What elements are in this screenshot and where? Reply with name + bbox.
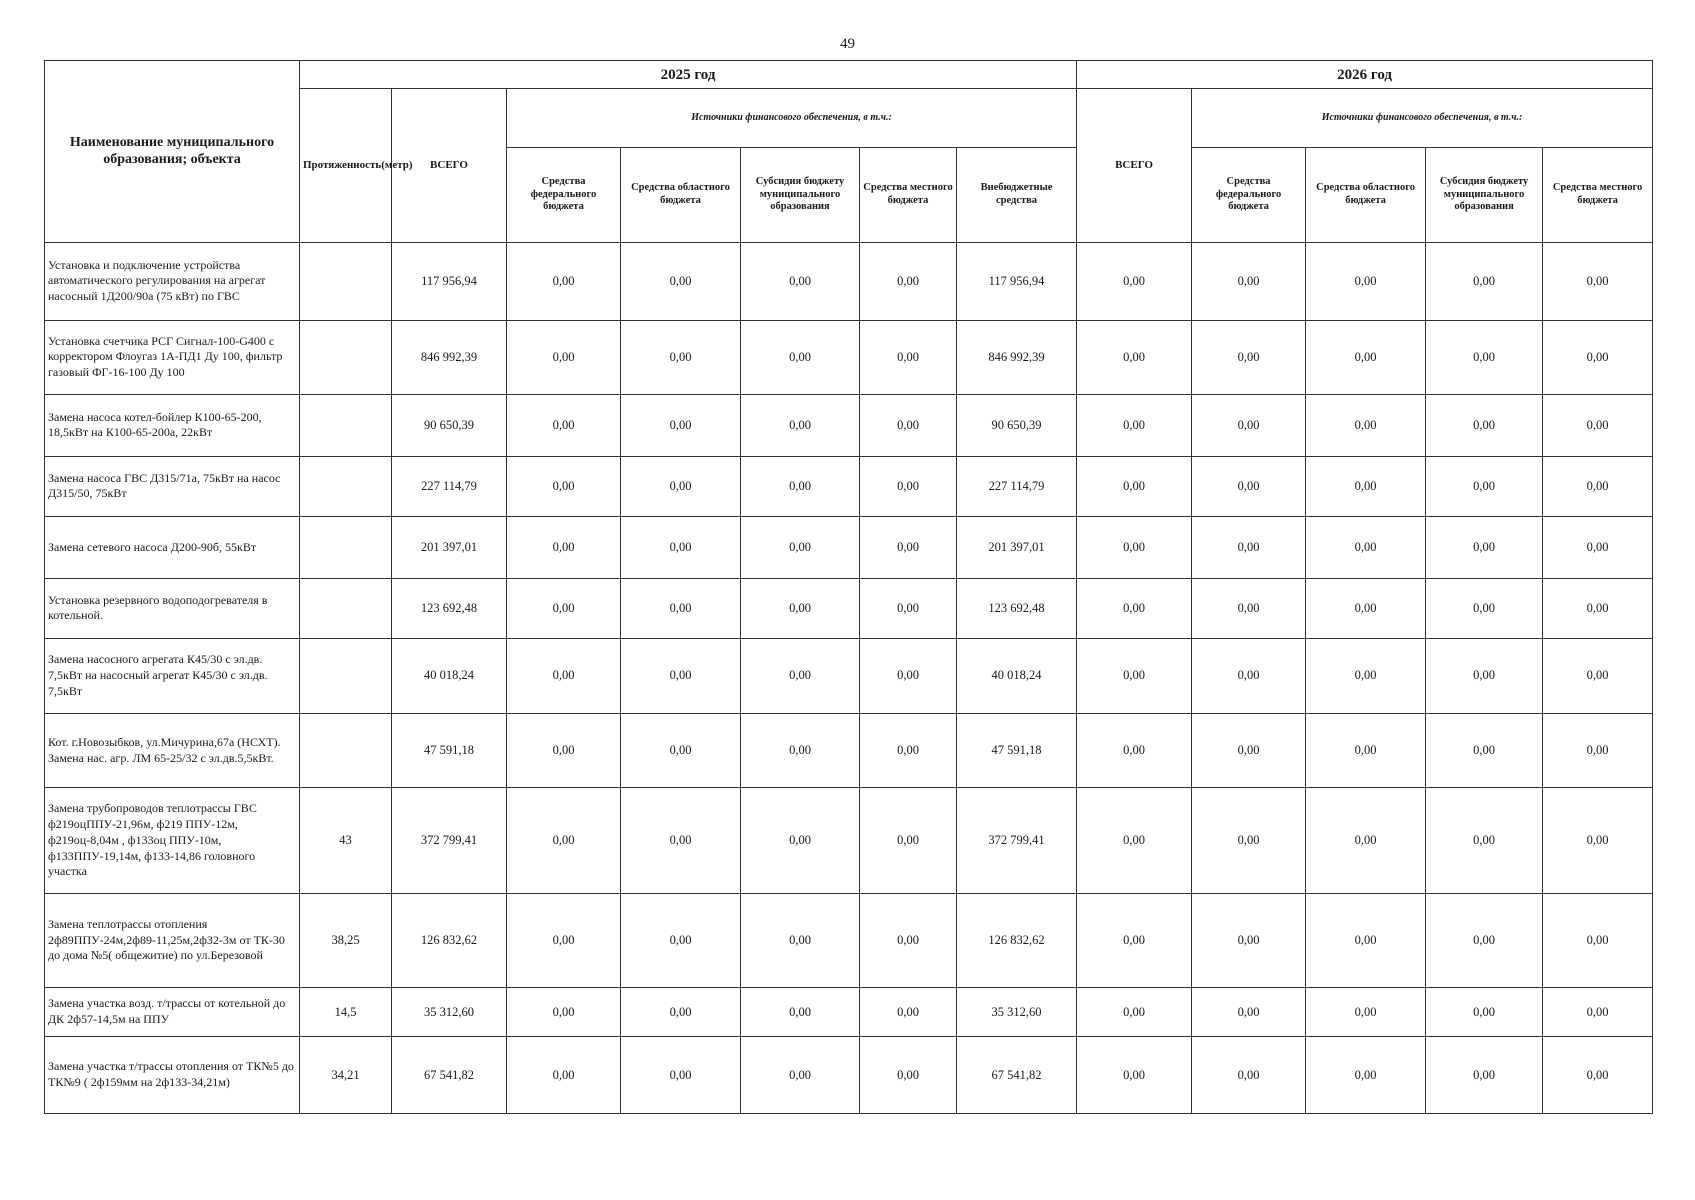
table-row bbox=[45, 788, 1653, 894]
value-cell: 0,00 bbox=[1077, 517, 1192, 578]
value-cell: 0,00 bbox=[860, 320, 957, 395]
header-source-regional-2026: Средства областного бюджета bbox=[1306, 148, 1426, 243]
header-sources-2025: Источники финансового обеспечения, в т.ч.: bbox=[507, 89, 1077, 148]
object-name: Замена трубопроводов теплотрассы ГВС ф219оцППУ-21,96м, ф219 ППУ-12м, ф219оц-8,04м , ф133оц ППУ-10м, ф133ППУ-19,14м, ф133-14,86 головного участка bbox=[45, 788, 300, 894]
value-cell: 126 832,62 bbox=[392, 894, 507, 988]
value-cell: 40 018,24 bbox=[392, 639, 507, 714]
table-row bbox=[45, 578, 1653, 638]
value-cell: 201 397,01 bbox=[957, 517, 1077, 578]
page-number: 49 bbox=[840, 36, 855, 52]
value-cell: 0,00 bbox=[507, 517, 621, 578]
value-cell: 0,00 bbox=[1426, 456, 1543, 516]
value-cell: 0,00 bbox=[860, 788, 957, 894]
value-cell: 0,00 bbox=[741, 987, 860, 1036]
length-cell: 43 bbox=[300, 788, 392, 894]
value-cell: 0,00 bbox=[741, 578, 860, 638]
value-cell: 0,00 bbox=[507, 243, 621, 321]
value-cell: 0,00 bbox=[1543, 639, 1653, 714]
value-cell: 0,00 bbox=[621, 517, 741, 578]
value-cell: 0,00 bbox=[507, 320, 621, 395]
value-cell: 47 591,18 bbox=[392, 713, 507, 788]
length-cell bbox=[300, 639, 392, 714]
header-source-local-2026: Средства местного бюджета bbox=[1543, 148, 1653, 243]
value-cell: 0,00 bbox=[1192, 578, 1306, 638]
object-name: Замена участка т/трассы отопления от ТК№5 до ТК№9 ( 2ф159мм на 2ф133-34,21м) bbox=[45, 1037, 300, 1114]
value-cell: 0,00 bbox=[1543, 713, 1653, 788]
value-cell: 0,00 bbox=[1077, 1037, 1192, 1114]
value-cell: 372 799,41 bbox=[957, 788, 1077, 894]
table-row bbox=[45, 1037, 1653, 1114]
value-cell: 123 692,48 bbox=[957, 578, 1077, 638]
value-cell: 0,00 bbox=[1077, 456, 1192, 516]
value-cell: 0,00 bbox=[1306, 243, 1426, 321]
table-row bbox=[45, 639, 1653, 714]
value-cell: 0,00 bbox=[621, 1037, 741, 1114]
value-cell: 0,00 bbox=[1543, 894, 1653, 988]
value-cell: 67 541,82 bbox=[392, 1037, 507, 1114]
value-cell: 0,00 bbox=[621, 894, 741, 988]
value-cell: 0,00 bbox=[1306, 578, 1426, 638]
value-cell: 0,00 bbox=[1077, 243, 1192, 321]
length-cell bbox=[300, 578, 392, 638]
value-cell: 0,00 bbox=[621, 987, 741, 1036]
length-cell: 14,5 bbox=[300, 987, 392, 1036]
value-cell: 0,00 bbox=[1543, 456, 1653, 516]
value-cell: 0,00 bbox=[1192, 517, 1306, 578]
value-cell: 0,00 bbox=[1077, 320, 1192, 395]
value-cell: 0,00 bbox=[1192, 894, 1306, 988]
value-cell: 201 397,01 bbox=[392, 517, 507, 578]
value-cell: 0,00 bbox=[507, 639, 621, 714]
value-cell: 0,00 bbox=[1543, 1037, 1653, 1114]
value-cell: 0,00 bbox=[1426, 578, 1543, 638]
value-cell: 35 312,60 bbox=[392, 987, 507, 1036]
value-cell: 90 650,39 bbox=[957, 395, 1077, 456]
header-year-2026: 2026 год bbox=[1077, 61, 1653, 89]
value-cell: 0,00 bbox=[1426, 788, 1543, 894]
object-name: Замена сетевого насоса Д200-90б, 55кВт bbox=[45, 517, 300, 578]
value-cell: 0,00 bbox=[507, 1037, 621, 1114]
table-row bbox=[45, 320, 1653, 395]
object-name: Установка счетчика РСГ Сигнал-100-G400 с корректором Флоугаз 1А-ПД1 Ду 100, фильтр газовый ФГ-16-100 Ду 100 bbox=[45, 320, 300, 395]
value-cell: 35 312,60 bbox=[957, 987, 1077, 1036]
object-name: Замена теплотрассы отопления 2ф89ППУ-24м,2ф89-11,25м,2ф32-3м от ТК-30 до дома №5( общежитие) по ул.Березовой bbox=[45, 894, 300, 988]
value-cell: 0,00 bbox=[621, 788, 741, 894]
value-cell: 0,00 bbox=[1077, 395, 1192, 456]
header-sources-2026: Источники финансового обеспечения, в т.ч.: bbox=[1192, 89, 1653, 148]
value-cell: 0,00 bbox=[1192, 788, 1306, 894]
value-cell: 0,00 bbox=[1306, 987, 1426, 1036]
value-cell: 0,00 bbox=[741, 395, 860, 456]
value-cell: 0,00 bbox=[860, 1037, 957, 1114]
length-cell bbox=[300, 713, 392, 788]
object-name: Замена насоса ГВС Д315/71а, 75кВт на насос Д315/50, 75кВт bbox=[45, 456, 300, 516]
value-cell: 0,00 bbox=[507, 788, 621, 894]
value-cell: 0,00 bbox=[860, 987, 957, 1036]
table-row bbox=[45, 894, 1653, 988]
value-cell: 0,00 bbox=[741, 456, 860, 516]
value-cell: 0,00 bbox=[1543, 987, 1653, 1036]
value-cell: 0,00 bbox=[741, 1037, 860, 1114]
length-cell bbox=[300, 243, 392, 321]
value-cell: 0,00 bbox=[621, 713, 741, 788]
value-cell: 0,00 bbox=[1306, 320, 1426, 395]
header-name: Наименование муниципального образования; объекта bbox=[45, 61, 300, 243]
header-total-2026: ВСЕГО bbox=[1077, 89, 1192, 243]
value-cell: 0,00 bbox=[741, 788, 860, 894]
value-cell: 0,00 bbox=[1077, 713, 1192, 788]
value-cell: 0,00 bbox=[1426, 1037, 1543, 1114]
value-cell: 0,00 bbox=[621, 320, 741, 395]
value-cell: 0,00 bbox=[1426, 243, 1543, 321]
header-year-2025: 2025 год bbox=[300, 61, 1077, 89]
value-cell: 0,00 bbox=[741, 639, 860, 714]
value-cell: 0,00 bbox=[741, 517, 860, 578]
value-cell: 0,00 bbox=[1192, 1037, 1306, 1114]
value-cell: 90 650,39 bbox=[392, 395, 507, 456]
value-cell: 0,00 bbox=[1192, 456, 1306, 516]
table-row bbox=[45, 456, 1653, 516]
value-cell: 0,00 bbox=[621, 639, 741, 714]
value-cell: 0,00 bbox=[1543, 243, 1653, 321]
value-cell: 0,00 bbox=[621, 395, 741, 456]
value-cell: 372 799,41 bbox=[392, 788, 507, 894]
value-cell: 0,00 bbox=[1306, 894, 1426, 988]
length-cell bbox=[300, 517, 392, 578]
value-cell: 0,00 bbox=[621, 456, 741, 516]
object-name: Замена участка возд. т/трассы от котельной до ДК 2ф57-14,5м на ППУ bbox=[45, 987, 300, 1036]
header-source-subsidy-2025: Субсидия бюджету муниципального образования bbox=[741, 148, 860, 243]
value-cell: 0,00 bbox=[621, 578, 741, 638]
value-cell: 0,00 bbox=[1426, 894, 1543, 988]
value-cell: 0,00 bbox=[1077, 639, 1192, 714]
value-cell: 0,00 bbox=[1306, 395, 1426, 456]
value-cell: 227 114,79 bbox=[957, 456, 1077, 516]
value-cell: 0,00 bbox=[1192, 243, 1306, 321]
length-cell: 34,21 bbox=[300, 1037, 392, 1114]
table-row bbox=[45, 713, 1653, 788]
value-cell: 0,00 bbox=[741, 320, 860, 395]
value-cell: 0,00 bbox=[507, 894, 621, 988]
object-name: Замена насосного агрегата К45/30 с эл.дв. 7,5кВт на насосный агрегат К45/30 с эл.дв. 7,5кВт bbox=[45, 639, 300, 714]
value-cell: 0,00 bbox=[860, 713, 957, 788]
object-name: Установка и подключение устройства автоматического регулирования на агрегат насосный 1Д200/90а (75 кВт) по ГВС bbox=[45, 243, 300, 321]
header-source-extrabudget-2025: Внебюджетные средства bbox=[957, 148, 1077, 243]
budget-table bbox=[44, 60, 1653, 1114]
value-cell: 0,00 bbox=[1306, 1037, 1426, 1114]
value-cell: 0,00 bbox=[1543, 395, 1653, 456]
table-row bbox=[45, 395, 1653, 456]
value-cell: 0,00 bbox=[741, 243, 860, 321]
table-row bbox=[45, 517, 1653, 578]
table-row bbox=[45, 243, 1653, 321]
value-cell: 117 956,94 bbox=[392, 243, 507, 321]
value-cell: 0,00 bbox=[1192, 713, 1306, 788]
value-cell: 0,00 bbox=[860, 639, 957, 714]
value-cell: 0,00 bbox=[1426, 713, 1543, 788]
value-cell: 846 992,39 bbox=[957, 320, 1077, 395]
value-cell: 0,00 bbox=[741, 713, 860, 788]
value-cell: 0,00 bbox=[1426, 987, 1543, 1036]
value-cell: 40 018,24 bbox=[957, 639, 1077, 714]
value-cell: 123 692,48 bbox=[392, 578, 507, 638]
value-cell: 0,00 bbox=[1192, 395, 1306, 456]
value-cell: 117 956,94 bbox=[957, 243, 1077, 321]
value-cell: 0,00 bbox=[1077, 578, 1192, 638]
length-cell: 38,25 bbox=[300, 894, 392, 988]
header-source-subsidy-2026: Субсидия бюджету муниципального образования bbox=[1426, 148, 1543, 243]
value-cell: 0,00 bbox=[1306, 788, 1426, 894]
value-cell: 0,00 bbox=[1543, 788, 1653, 894]
value-cell: 0,00 bbox=[1306, 639, 1426, 714]
value-cell: 0,00 bbox=[741, 894, 860, 988]
value-cell: 0,00 bbox=[1077, 788, 1192, 894]
value-cell: 0,00 bbox=[860, 243, 957, 321]
length-cell bbox=[300, 456, 392, 516]
header-total-2025: ВСЕГО bbox=[392, 89, 507, 243]
length-cell bbox=[300, 395, 392, 456]
table-row bbox=[45, 987, 1653, 1036]
object-name: Кот. г.Новозыбков, ул.Мичурина,67а (НСХТ). Замена нас. агр. ЛМ 65-25/32 с эл.дв.5,5кВт. bbox=[45, 713, 300, 788]
value-cell: 0,00 bbox=[507, 713, 621, 788]
value-cell: 67 541,82 bbox=[957, 1037, 1077, 1114]
object-name: Установка резервного водоподогревателя в котельной. bbox=[45, 578, 300, 638]
value-cell: 0,00 bbox=[860, 456, 957, 516]
value-cell: 227 114,79 bbox=[392, 456, 507, 516]
value-cell: 0,00 bbox=[1192, 987, 1306, 1036]
header-source-regional-2025: Средства областного бюджета bbox=[621, 148, 741, 243]
value-cell: 0,00 bbox=[860, 395, 957, 456]
value-cell: 0,00 bbox=[507, 456, 621, 516]
header-source-local-2025: Средства местного бюджета bbox=[860, 148, 957, 243]
value-cell: 0,00 bbox=[1426, 639, 1543, 714]
header-length: Протяженность(метр) bbox=[300, 89, 392, 243]
length-cell bbox=[300, 320, 392, 395]
value-cell: 0,00 bbox=[1192, 639, 1306, 714]
value-cell: 0,00 bbox=[507, 395, 621, 456]
value-cell: 0,00 bbox=[1077, 894, 1192, 988]
value-cell: 846 992,39 bbox=[392, 320, 507, 395]
value-cell: 0,00 bbox=[860, 894, 957, 988]
value-cell: 47 591,18 bbox=[957, 713, 1077, 788]
value-cell: 0,00 bbox=[1077, 987, 1192, 1036]
value-cell: 0,00 bbox=[1543, 320, 1653, 395]
header-source-federal-2026: Средства федерального бюджета bbox=[1192, 148, 1306, 243]
value-cell: 0,00 bbox=[1192, 320, 1306, 395]
value-cell: 0,00 bbox=[1306, 456, 1426, 516]
header-source-federal-2025: Средства федерального бюджета bbox=[507, 148, 621, 243]
value-cell: 0,00 bbox=[1426, 320, 1543, 395]
value-cell: 0,00 bbox=[860, 578, 957, 638]
value-cell: 0,00 bbox=[507, 987, 621, 1036]
value-cell: 0,00 bbox=[1543, 578, 1653, 638]
value-cell: 0,00 bbox=[507, 578, 621, 638]
value-cell: 0,00 bbox=[1306, 713, 1426, 788]
value-cell: 0,00 bbox=[860, 517, 957, 578]
value-cell: 0,00 bbox=[621, 243, 741, 321]
value-cell: 0,00 bbox=[1426, 517, 1543, 578]
value-cell: 0,00 bbox=[1543, 517, 1653, 578]
value-cell: 0,00 bbox=[1426, 395, 1543, 456]
value-cell: 0,00 bbox=[1306, 517, 1426, 578]
object-name: Замена насоса котел-бойлер К100-65-200, 18,5кВт на К100-65-200а, 22кВт bbox=[45, 395, 300, 456]
value-cell: 126 832,62 bbox=[957, 894, 1077, 988]
